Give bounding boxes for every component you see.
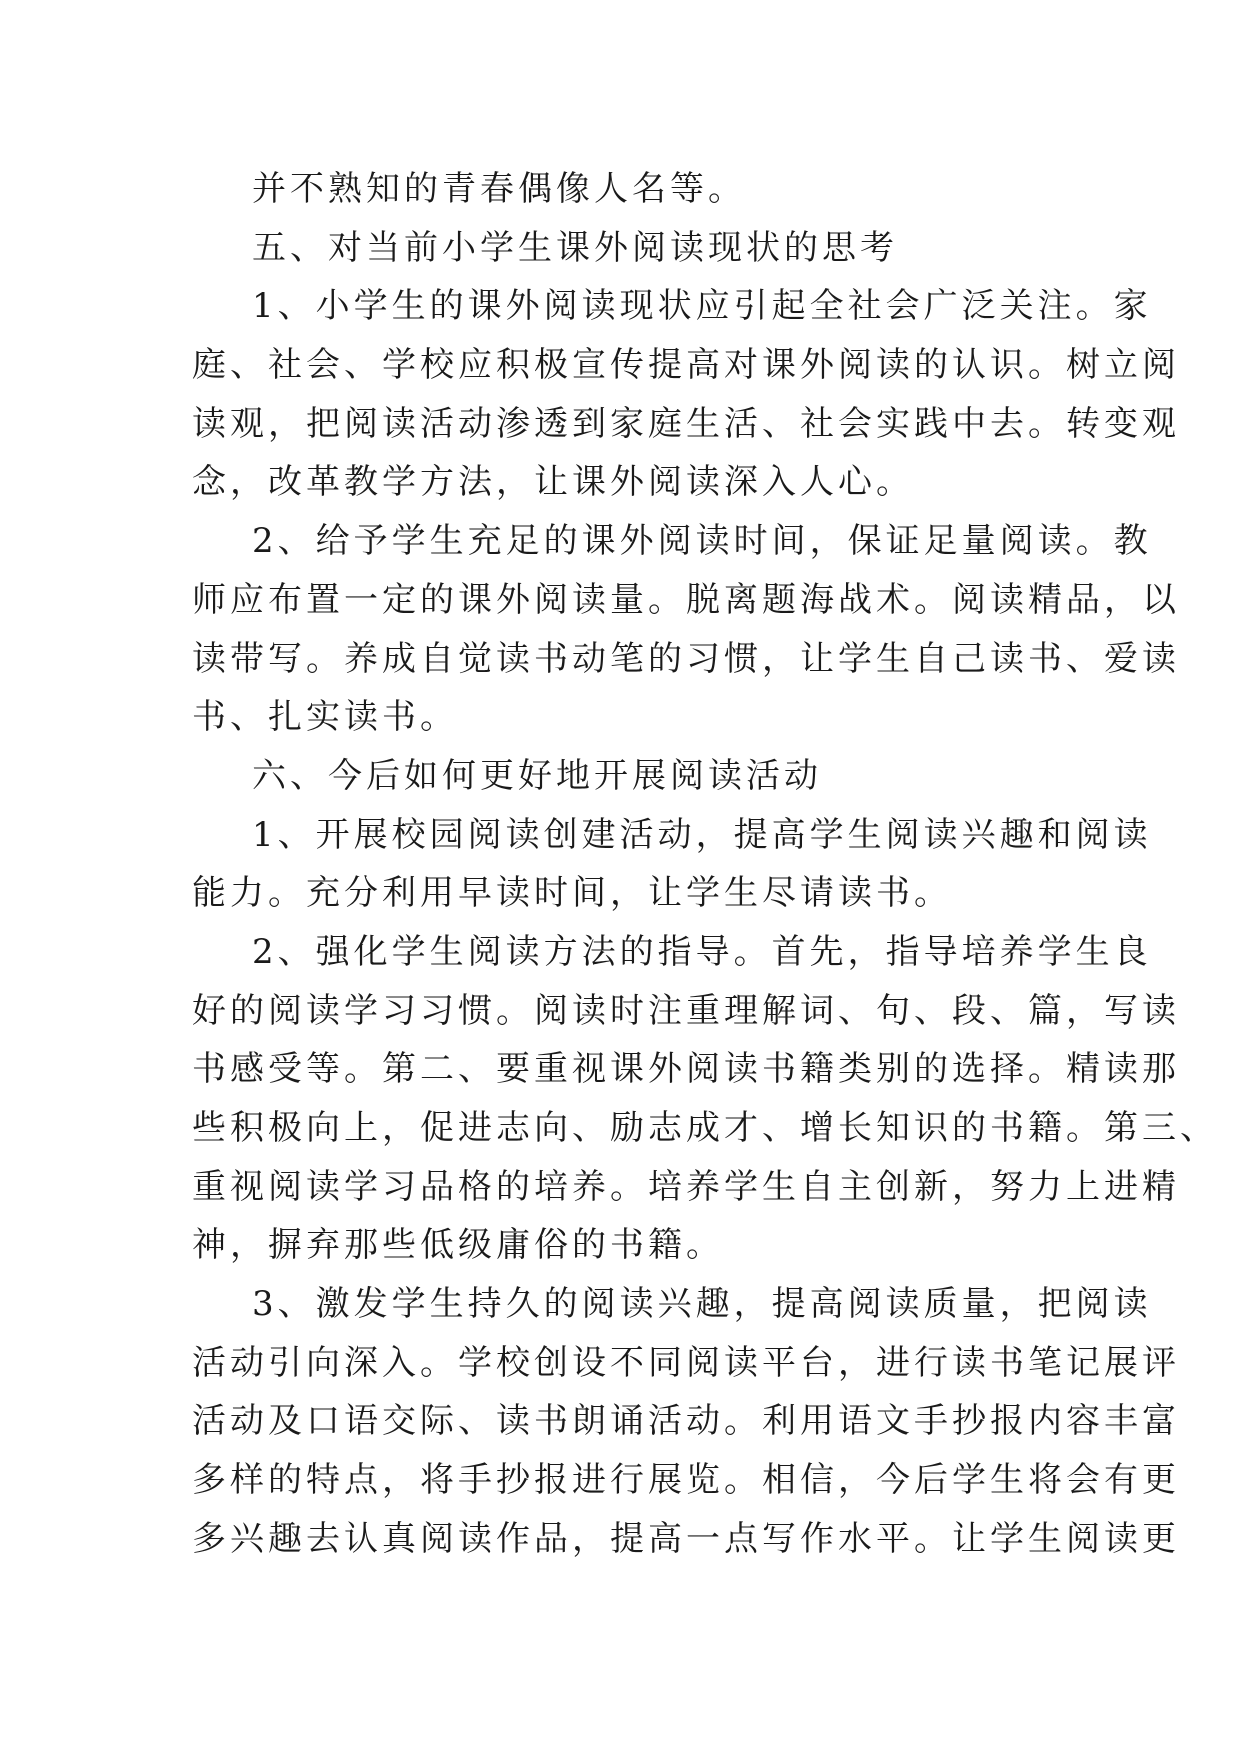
text-line: 2、给予学生充足的课外阅读时间，保证足量阅读。教 — [252, 521, 1152, 562]
text-line: 2、强化学生阅读方法的指导。首先，指导培养学生良 — [252, 931, 1152, 972]
text-line: 活动引向深入。学校创设不同阅读平台，进行读书笔记展评 — [192, 1342, 1180, 1383]
text-line: 好的阅读学习习惯。阅读时注重理解词、句、段、篇，写读 — [192, 990, 1180, 1031]
text-line: 多兴趣去认真阅读作品，提高一点写作水平。让学生阅读更 — [192, 1518, 1180, 1559]
text-line: 读观，把阅读活动渗透到家庭生活、社会实践中去。转变观 — [192, 403, 1180, 444]
text-line: 1、开展校园阅读创建活动，提高学生阅读兴趣和阅读 — [252, 814, 1152, 855]
text-line: 书、扎实读书。 — [192, 697, 458, 738]
document-page — [192, 160, 1218, 1569]
text-line: 读带写。养成自觉读书动笔的习惯，让学生自己读书、爱读 — [192, 638, 1180, 679]
text-line: 1、小学生的课外阅读现状应引起全社会广泛关注。家 — [252, 286, 1152, 327]
text-line: 庭、社会、学校应积极宣传提高对课外阅读的认识。树立阅 — [192, 345, 1180, 386]
text-line: 念，改革教学方法，让课外阅读深入人心。 — [192, 462, 914, 503]
text-line: 重视阅读学习品格的培养。培养学生自主创新，努力上进精 — [192, 1166, 1180, 1207]
text-line: 并不熟知的青春偶像人名等。 — [252, 169, 746, 209]
text-line: 书感受等。第二、要重视课外阅读书籍类别的选择。精读那 — [192, 1049, 1180, 1090]
text-line: 多样的特点，将手抄报进行展览。相信，今后学生将会有更 — [192, 1460, 1180, 1501]
text-line: 活动及口语交际、读书朗诵活动。利用语文手抄报内容丰富 — [192, 1401, 1180, 1442]
text-line: 师应布置一定的课外阅读量。脱离题海战术。阅读精品，以 — [192, 579, 1180, 620]
text-line: 六、今后如何更好地开展阅读活动 — [252, 755, 822, 796]
text-line: 3、激发学生持久的阅读兴趣，提高阅读质量，把阅读 — [252, 1284, 1152, 1325]
text-line: 能力。充分利用早读时间，让学生尽请读书。 — [192, 873, 952, 914]
text-line: 些积极向上，促进志向、励志成才、增长知识的书籍。第三、 — [192, 1108, 1218, 1148]
text-line: 神，摒弃那些低级庸俗的书籍。 — [192, 1225, 724, 1266]
text-line: 五、对当前小学生课外阅读现状的思考 — [252, 227, 898, 268]
